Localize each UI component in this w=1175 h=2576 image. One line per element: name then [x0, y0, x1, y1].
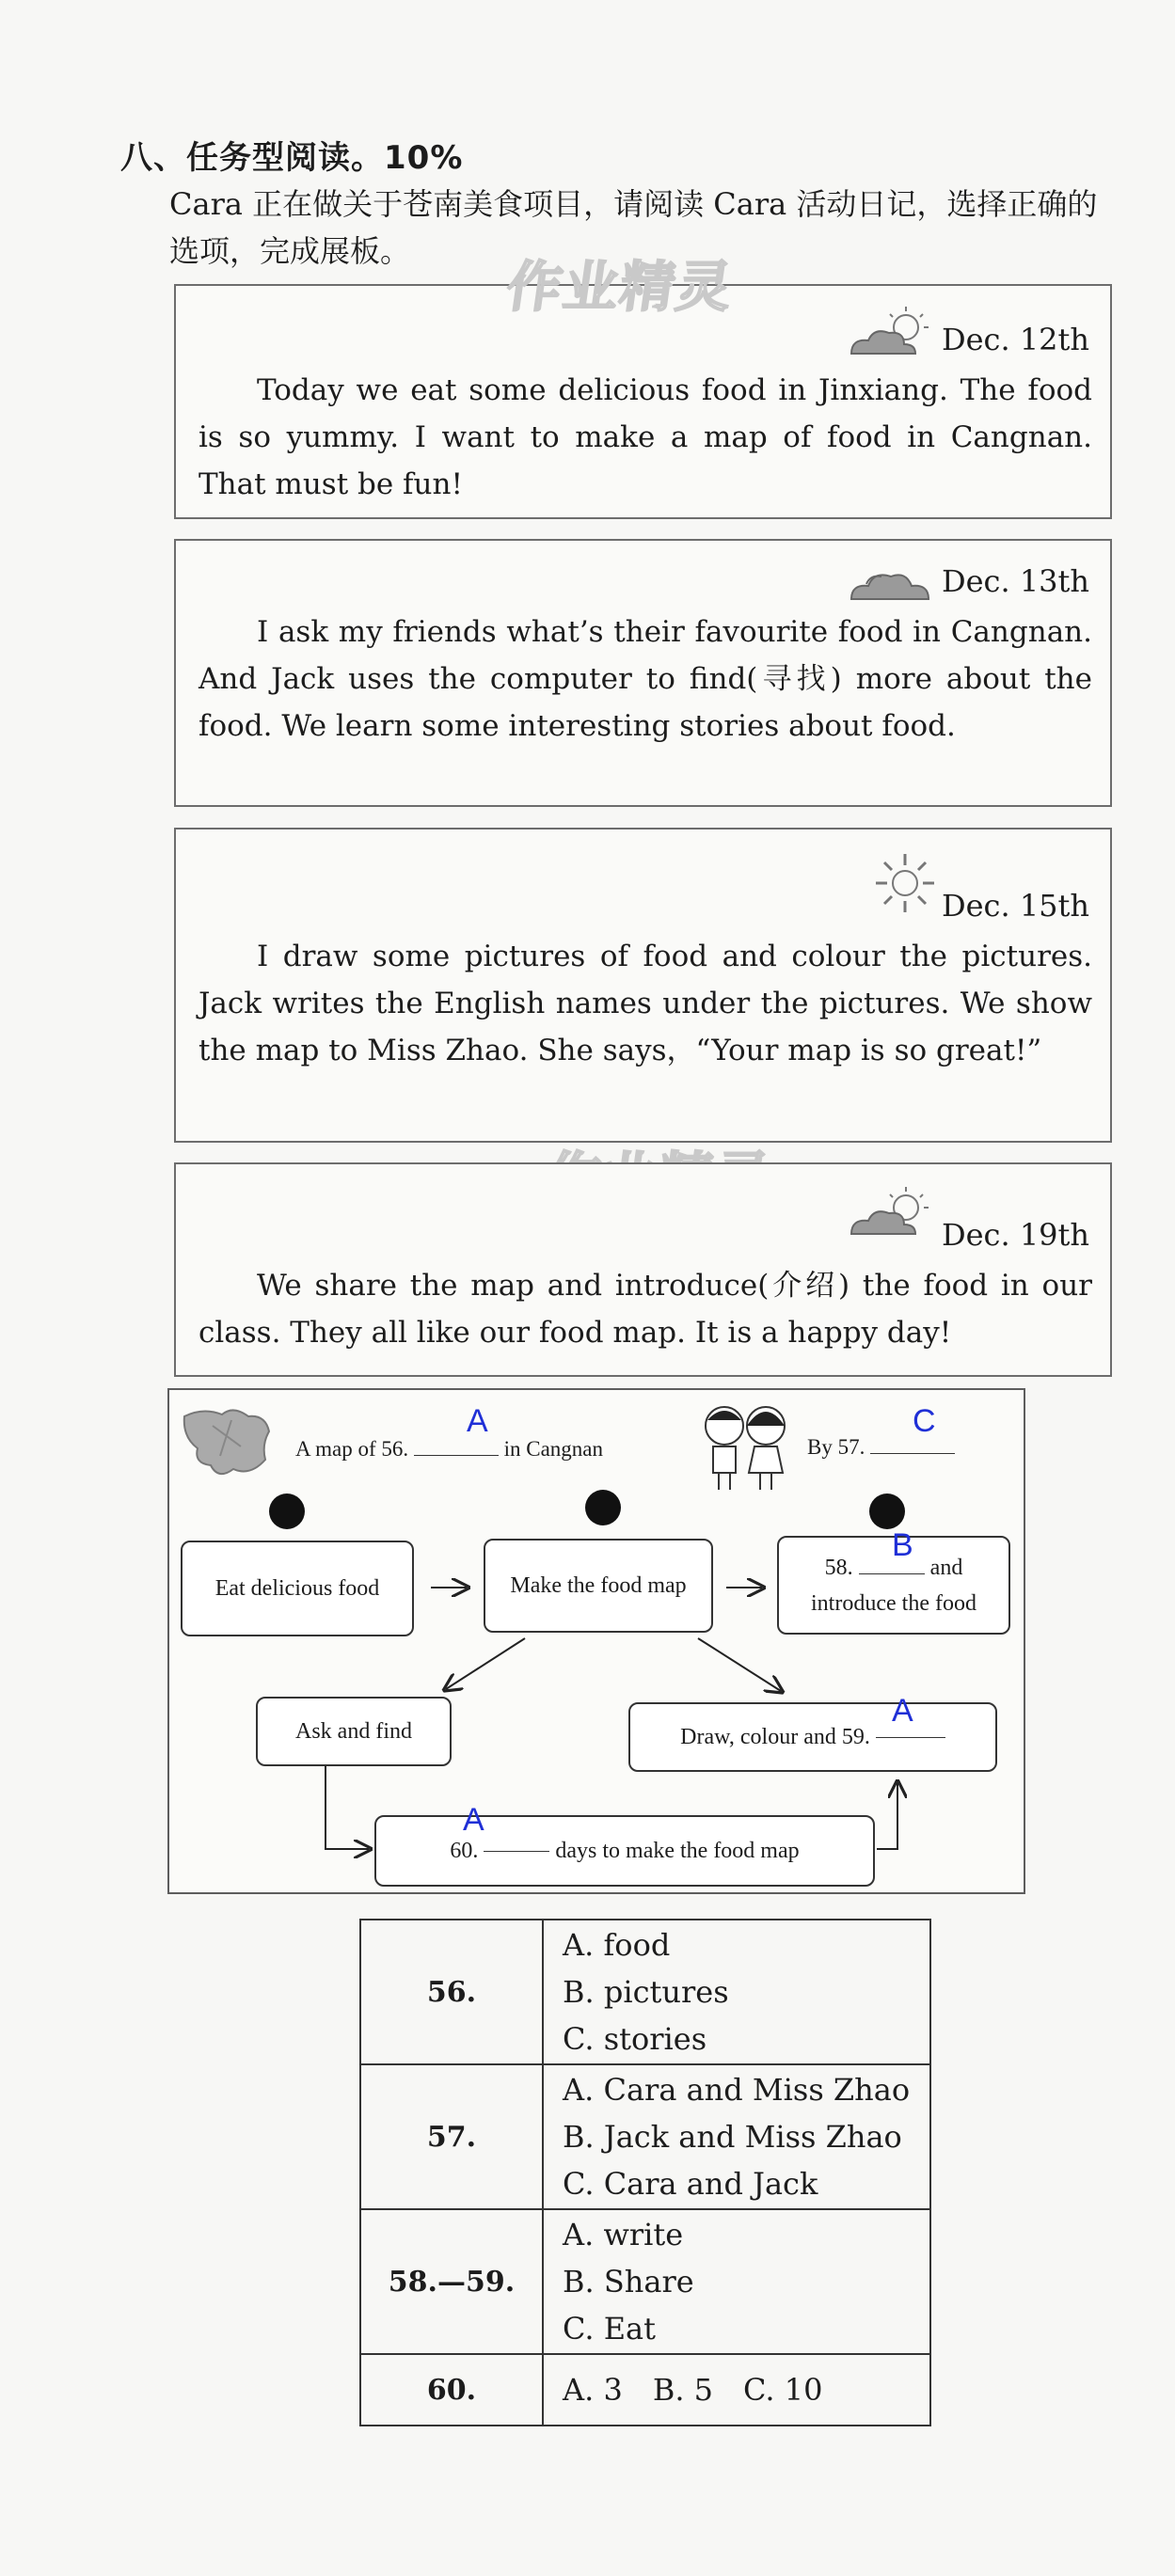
choices-cell: A. write B. Share C. Eat — [543, 2209, 930, 2354]
question-number: 56. — [360, 1920, 543, 2064]
diary-text: I draw some pictures of food and colour the pictures. Jack writes the English names under the pictures. We show the map to Miss Zhao. She says，“Your map is so great!” — [198, 940, 1092, 1067]
diary-entry — [174, 539, 1112, 807]
diary-entry — [174, 1162, 1112, 1377]
choices-cell: A. food B. pictures C. stories — [543, 1920, 930, 2064]
options-table — [359, 1919, 931, 2426]
step-draw-colour: Draw, colour and 59. — [628, 1702, 997, 1772]
step-ask-find: Ask and find — [256, 1697, 452, 1766]
diary-entry — [174, 828, 1112, 1143]
step-make-map: Make the food map — [484, 1539, 713, 1633]
diary-date: Dec. 13th — [941, 563, 1089, 599]
table-row — [360, 2064, 930, 2209]
step-days-count: 60. days to make the food map — [374, 1815, 875, 1887]
section-intro: Cara 正在做关于苍南美食项目，请阅读 Cara 活动日记，选择正确的选项，完成展板。 — [169, 186, 1098, 269]
partly-cloudy-icon — [846, 305, 940, 359]
flow-arrows — [169, 1390, 1027, 1896]
table-row — [360, 2354, 930, 2426]
cloudy-icon — [846, 558, 940, 605]
diary-text: I ask my friends what’s their favourite food in Cangnan. And Jack uses the computer to find(寻找) more about the food. We learn some interesting stories about food. — [198, 615, 1092, 743]
section-title: 八、任务型阅读。10% — [120, 139, 464, 177]
question-number: 58.—59. — [360, 2209, 543, 2354]
sunny-icon — [872, 850, 938, 916]
answer-59: A — [892, 1693, 913, 1729]
step-share-introduce: 58. and introduce the food — [777, 1536, 1010, 1635]
step-eat-food: Eat delicious food — [181, 1541, 414, 1636]
answer-57: C — [913, 1403, 936, 1439]
table-row — [360, 2209, 930, 2354]
question-number: 57. — [360, 2064, 543, 2209]
watermark: 作业精灵 — [502, 255, 738, 319]
food-map-board — [167, 1388, 1025, 1894]
board-by: By 57. — [807, 1435, 955, 1460]
diary-date: Dec. 15th — [941, 888, 1089, 924]
diary-date: Dec. 19th — [941, 1217, 1089, 1253]
answer-60: A — [463, 1802, 484, 1838]
partly-cloudy-icon — [846, 1185, 940, 1240]
board-title: A map of 56. in Cangnan — [295, 1437, 604, 1461]
diary-text: Today we eat some delicious food in Jinxiang. The food is so yummy. I want to make a map of food in Cangnan. That must be fun! — [198, 373, 1092, 501]
choices-cell: A. Cara and Miss Zhao B. Jack and Miss Zhao C. Cara and Jack — [543, 2064, 930, 2209]
table-row — [360, 1920, 930, 2064]
diary-date: Dec. 12th — [941, 322, 1089, 357]
answer-56: A — [467, 1403, 488, 1439]
question-number: 60. — [360, 2354, 543, 2426]
diary-text: We share the map and introduce(介绍) the food in our class. They all like our food map. It is a happy day! — [198, 1269, 1092, 1350]
answer-58: B — [892, 1527, 913, 1563]
choices-cell: A. 3 B. 5 C. 10 — [543, 2354, 930, 2426]
